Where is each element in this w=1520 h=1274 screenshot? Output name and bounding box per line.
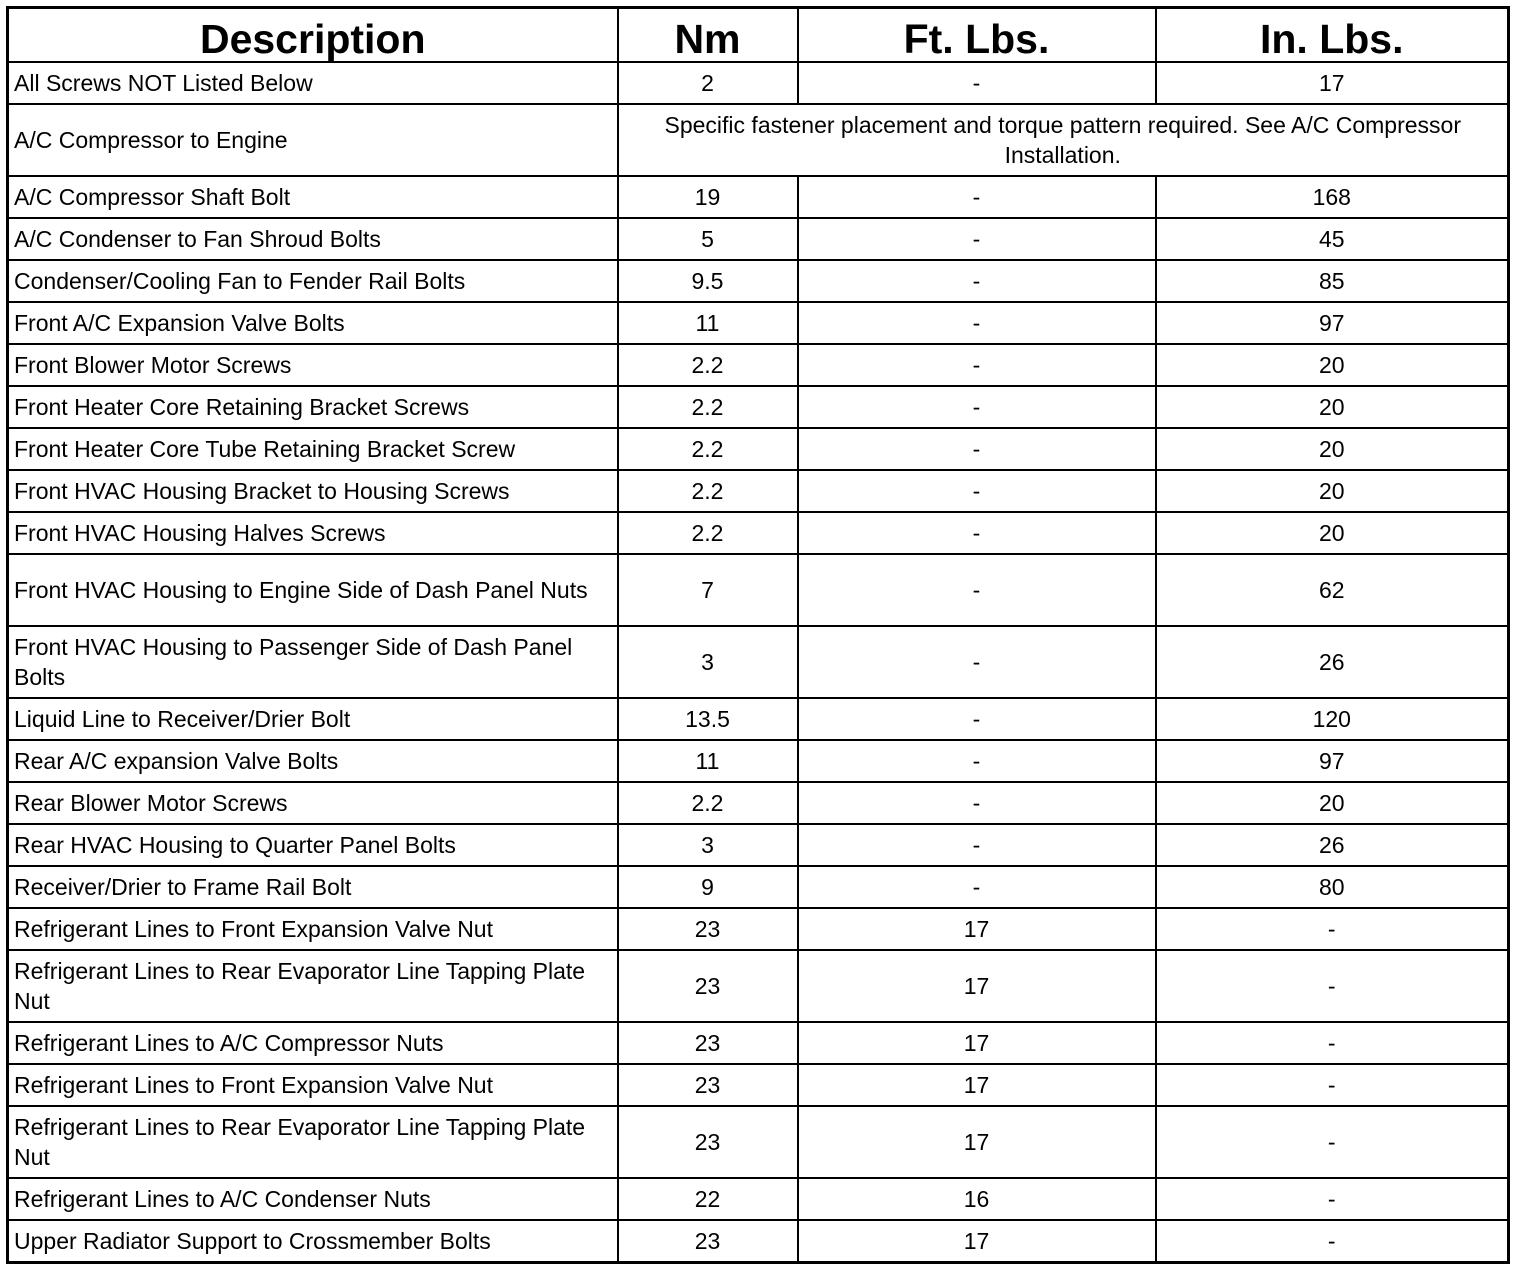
cell-in-lbs: - bbox=[1156, 1178, 1509, 1220]
cell-nm: 13.5 bbox=[618, 698, 798, 740]
cell-nm: 22 bbox=[618, 1178, 798, 1220]
table-row bbox=[8, 512, 1509, 554]
table-row bbox=[8, 470, 1509, 512]
cell-ft-lbs: - bbox=[798, 782, 1156, 824]
cell-in-lbs: - bbox=[1156, 1106, 1509, 1178]
cell-description: Refrigerant Lines to Rear Evaporator Line Tapping Plate Nut bbox=[8, 950, 618, 1022]
cell-in-lbs: 168 bbox=[1156, 176, 1509, 218]
cell-nm: 2.2 bbox=[618, 386, 798, 428]
table-row bbox=[8, 104, 1509, 176]
table-row bbox=[8, 740, 1509, 782]
cell-nm: 2.2 bbox=[618, 428, 798, 470]
table-row bbox=[8, 386, 1509, 428]
cell-in-lbs: 80 bbox=[1156, 866, 1509, 908]
table-header-row bbox=[8, 8, 1509, 63]
cell-in-lbs: 20 bbox=[1156, 782, 1509, 824]
cell-in-lbs: 85 bbox=[1156, 260, 1509, 302]
cell-description: Front Heater Core Tube Retaining Bracket Screw bbox=[8, 428, 618, 470]
cell-nm: 23 bbox=[618, 1106, 798, 1178]
cell-in-lbs: - bbox=[1156, 950, 1509, 1022]
cell-description: Refrigerant Lines to Front Expansion Valve Nut bbox=[8, 908, 618, 950]
cell-in-lbs: 26 bbox=[1156, 824, 1509, 866]
cell-description: Refrigerant Lines to A/C Condenser Nuts bbox=[8, 1178, 618, 1220]
cell-description: A/C Compressor Shaft Bolt bbox=[8, 176, 618, 218]
cell-description: Rear HVAC Housing to Quarter Panel Bolts bbox=[8, 824, 618, 866]
cell-description: Condenser/Cooling Fan to Fender Rail Bolts bbox=[8, 260, 618, 302]
cell-ft-lbs: 17 bbox=[798, 1220, 1156, 1263]
table-row bbox=[8, 218, 1509, 260]
cell-nm: 2.2 bbox=[618, 470, 798, 512]
cell-in-lbs: - bbox=[1156, 908, 1509, 950]
cell-description: Upper Radiator Support to Crossmember Bolts bbox=[8, 1220, 618, 1263]
cell-description: Refrigerant Lines to Rear Evaporator Line Tapping Plate Nut bbox=[8, 1106, 618, 1178]
table-row bbox=[8, 908, 1509, 950]
cell-nm: 3 bbox=[618, 824, 798, 866]
cell-description: Rear Blower Motor Screws bbox=[8, 782, 618, 824]
table-row bbox=[8, 698, 1509, 740]
table-row bbox=[8, 62, 1509, 104]
cell-nm: 19 bbox=[618, 176, 798, 218]
cell-nm: 9 bbox=[618, 866, 798, 908]
cell-in-lbs: 20 bbox=[1156, 344, 1509, 386]
table-row bbox=[8, 1064, 1509, 1106]
table-row bbox=[8, 344, 1509, 386]
cell-description: Front A/C Expansion Valve Bolts bbox=[8, 302, 618, 344]
cell-ft-lbs: - bbox=[798, 260, 1156, 302]
cell-nm: 23 bbox=[618, 950, 798, 1022]
cell-ft-lbs: - bbox=[798, 176, 1156, 218]
table-row bbox=[8, 554, 1509, 626]
table-row bbox=[8, 428, 1509, 470]
cell-description: All Screws NOT Listed Below bbox=[8, 62, 618, 104]
cell-ft-lbs: - bbox=[798, 218, 1156, 260]
cell-nm: 2.2 bbox=[618, 512, 798, 554]
cell-description: A/C Condenser to Fan Shroud Bolts bbox=[8, 218, 618, 260]
cell-description: A/C Compressor to Engine bbox=[8, 104, 618, 176]
cell-ft-lbs: - bbox=[798, 626, 1156, 698]
cell-in-lbs: - bbox=[1156, 1064, 1509, 1106]
cell-in-lbs: 120 bbox=[1156, 698, 1509, 740]
cell-ft-lbs: - bbox=[798, 824, 1156, 866]
cell-nm: 2.2 bbox=[618, 344, 798, 386]
table-row bbox=[8, 1178, 1509, 1220]
cell-ft-lbs: - bbox=[798, 302, 1156, 344]
cell-description: Front Blower Motor Screws bbox=[8, 344, 618, 386]
cell-nm: 5 bbox=[618, 218, 798, 260]
cell-nm: 2.2 bbox=[618, 782, 798, 824]
cell-description: Front Heater Core Retaining Bracket Screws bbox=[8, 386, 618, 428]
cell-description: Refrigerant Lines to Front Expansion Valve Nut bbox=[8, 1064, 618, 1106]
column-header-ft-lbs: Ft. Lbs. bbox=[798, 8, 1156, 63]
cell-description: Receiver/Drier to Frame Rail Bolt bbox=[8, 866, 618, 908]
cell-nm: 2 bbox=[618, 62, 798, 104]
table-body bbox=[8, 62, 1509, 1263]
table-row bbox=[8, 626, 1509, 698]
torque-spec-table bbox=[6, 6, 1510, 1264]
cell-in-lbs: 20 bbox=[1156, 470, 1509, 512]
table-row bbox=[8, 1022, 1509, 1064]
cell-ft-lbs: - bbox=[798, 344, 1156, 386]
cell-ft-lbs: 17 bbox=[798, 950, 1156, 1022]
cell-note: Specific fastener placement and torque pattern required. See A/C Compressor Installation. bbox=[618, 104, 1509, 176]
cell-description: Front HVAC Housing to Engine Side of Dash Panel Nuts bbox=[8, 554, 618, 626]
cell-ft-lbs: - bbox=[798, 62, 1156, 104]
cell-in-lbs: 45 bbox=[1156, 218, 1509, 260]
cell-nm: 11 bbox=[618, 740, 798, 782]
cell-nm: 9.5 bbox=[618, 260, 798, 302]
cell-in-lbs: 17 bbox=[1156, 62, 1509, 104]
cell-in-lbs: 20 bbox=[1156, 428, 1509, 470]
cell-nm: 11 bbox=[618, 302, 798, 344]
cell-ft-lbs: 17 bbox=[798, 908, 1156, 950]
cell-description: Refrigerant Lines to A/C Compressor Nuts bbox=[8, 1022, 618, 1064]
table-row bbox=[8, 176, 1509, 218]
table-row bbox=[8, 866, 1509, 908]
cell-in-lbs: 26 bbox=[1156, 626, 1509, 698]
cell-description: Front HVAC Housing Halves Screws bbox=[8, 512, 618, 554]
cell-ft-lbs: - bbox=[798, 512, 1156, 554]
column-header-nm: Nm bbox=[618, 8, 798, 63]
cell-ft-lbs: - bbox=[798, 740, 1156, 782]
cell-ft-lbs: 16 bbox=[798, 1178, 1156, 1220]
cell-nm: 23 bbox=[618, 1220, 798, 1263]
table-row bbox=[8, 1106, 1509, 1178]
table-row bbox=[8, 260, 1509, 302]
table-row bbox=[8, 950, 1509, 1022]
cell-in-lbs: - bbox=[1156, 1220, 1509, 1263]
torque-spec-table-frame bbox=[6, 6, 1507, 1268]
cell-in-lbs: 97 bbox=[1156, 740, 1509, 782]
cell-nm: 23 bbox=[618, 1064, 798, 1106]
cell-description: Front HVAC Housing to Passenger Side of Dash Panel Bolts bbox=[8, 626, 618, 698]
cell-in-lbs: 97 bbox=[1156, 302, 1509, 344]
cell-description: Liquid Line to Receiver/Drier Bolt bbox=[8, 698, 618, 740]
cell-ft-lbs: - bbox=[798, 386, 1156, 428]
table-row bbox=[8, 824, 1509, 866]
cell-ft-lbs: - bbox=[798, 554, 1156, 626]
cell-nm: 23 bbox=[618, 908, 798, 950]
cell-ft-lbs: - bbox=[798, 866, 1156, 908]
cell-nm: 7 bbox=[618, 554, 798, 626]
cell-ft-lbs: 17 bbox=[798, 1064, 1156, 1106]
cell-ft-lbs: - bbox=[798, 698, 1156, 740]
cell-in-lbs: - bbox=[1156, 1022, 1509, 1064]
column-header-in-lbs: In. Lbs. bbox=[1156, 8, 1509, 63]
cell-in-lbs: 20 bbox=[1156, 512, 1509, 554]
cell-description: Rear A/C expansion Valve Bolts bbox=[8, 740, 618, 782]
cell-in-lbs: 20 bbox=[1156, 386, 1509, 428]
cell-ft-lbs: - bbox=[798, 470, 1156, 512]
column-header-description: Description bbox=[8, 8, 618, 63]
cell-description: Front HVAC Housing Bracket to Housing Screws bbox=[8, 470, 618, 512]
table-row bbox=[8, 782, 1509, 824]
cell-in-lbs: 62 bbox=[1156, 554, 1509, 626]
table-row bbox=[8, 1220, 1509, 1263]
cell-ft-lbs: 17 bbox=[798, 1106, 1156, 1178]
table-row bbox=[8, 302, 1509, 344]
cell-nm: 3 bbox=[618, 626, 798, 698]
cell-ft-lbs: 17 bbox=[798, 1022, 1156, 1064]
cell-nm: 23 bbox=[618, 1022, 798, 1064]
cell-ft-lbs: - bbox=[798, 428, 1156, 470]
